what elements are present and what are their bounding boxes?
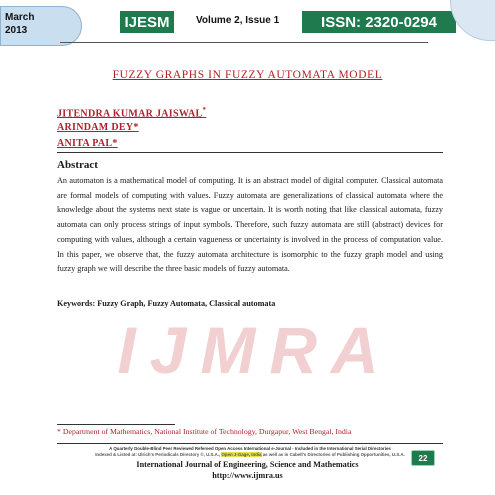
author-2-name: ARINDAM DEY* [57, 122, 139, 133]
footer-description: A Quarterly Double-Blind Peer Reviewed Refereed Open Access International e-Journal - Included in the International Serial Directories [109, 446, 391, 451]
affiliation-footnote: * Department of Mathematics, National Institute of Technology, Durgapur, West Bengal, India [57, 427, 352, 436]
author-3-name: ANITA PAL* [57, 138, 118, 149]
watermark-logo: IJMRA [117, 313, 393, 387]
section-divider [57, 152, 443, 153]
author-1-mark: * [202, 106, 207, 114]
issue-year: 2013 [5, 25, 28, 36]
abstract-heading: Abstract [57, 159, 98, 171]
keywords: Keywords: Fuzzy Graph, Fuzzy Automata, Classical automata [57, 299, 276, 308]
abstract-body: An automaton is a mathematical model of computing. It is an abstract model of digital computer. Classical automata are formal models of computing with values. Fuzzy automata are generalizations of classical automata where the knowledge about the systems next state is vague or uncertain. It is worth noting that like classical automata, fuzzy automata can only process strings of input symbols. Therefore, such fuzzy automata are still (abstract) devices for computing with values, although a certain vagueness or uncertainty is involved in the process of computation value. In this paper, we observe that, the fuzzy automata architecture is isomorphic to the fuzzy graph model and using fuzzy graph we will describe the three basic models of fuzzy automata. [57, 176, 443, 274]
footer-divider [57, 443, 443, 444]
footer-indexing-pre: Indexed & Listed at: Ulrich's Periodicals Directory ©, U.S.A., [95, 452, 222, 457]
footer-indexing-highlight: Open J-Gage, India [221, 452, 262, 457]
date-badge [0, 6, 82, 46]
author-1 [57, 106, 206, 119]
journal-url[interactable]: http://www.ijmra.us [212, 471, 283, 480]
header-divider [60, 42, 428, 43]
page-number: 22 [411, 450, 435, 466]
journal-full-name: International Journal of Engineering, Science and Mathematics [136, 460, 359, 469]
journal-seal [450, 0, 495, 41]
journal-abbreviation: IJESM [120, 11, 174, 33]
author-2 [57, 122, 139, 133]
author-3 [57, 138, 118, 149]
footer-indexing [40, 452, 460, 457]
volume-issue: Volume 2, Issue 1 [196, 15, 280, 26]
footer-indexing-post: as well as in Cabell's Directories of Publishing Opportunities, U.S.A. [261, 452, 405, 457]
footnote-divider [57, 424, 175, 425]
issue-month: March [5, 12, 35, 23]
author-1-name: JITENDRA KUMAR JAISWAL [57, 108, 203, 120]
paper-title: FUZZY GRAPHS IN FUZZY AUTOMATA MODEL [112, 69, 383, 81]
issn-badge: ISSN: 2320-0294 [302, 11, 456, 33]
